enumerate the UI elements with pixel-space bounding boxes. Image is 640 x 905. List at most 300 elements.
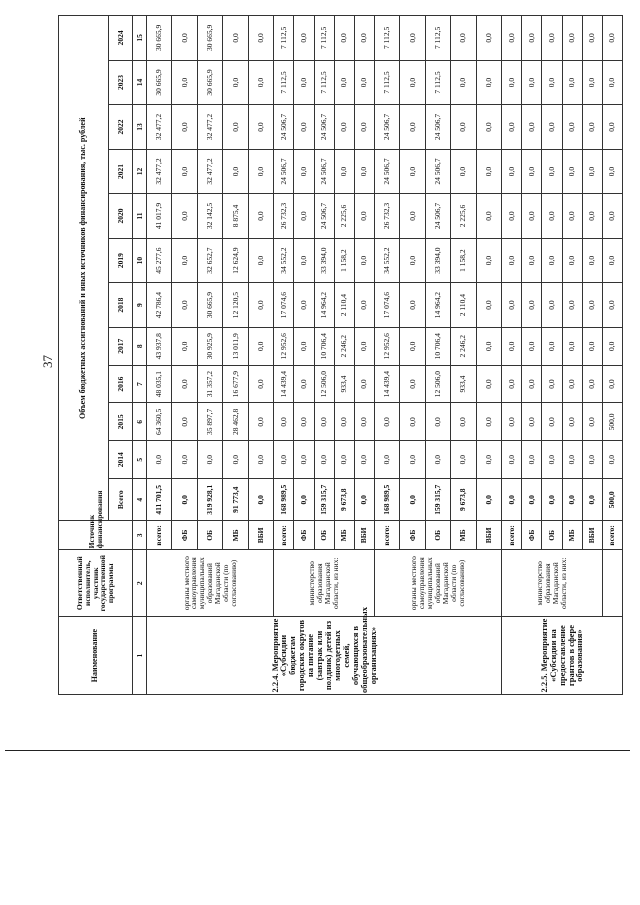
value-cell: 30 665,9 bbox=[147, 60, 172, 105]
value-cell: 0,0 bbox=[274, 441, 294, 479]
value-cell: 0,0 bbox=[476, 441, 502, 479]
column-number: 6 bbox=[133, 403, 147, 441]
value-cell: 10 706,4 bbox=[425, 327, 450, 365]
header-source: Источник финансирования bbox=[59, 521, 133, 550]
value-cell: 0,0 bbox=[522, 283, 542, 328]
value-cell: 0,0 bbox=[172, 16, 197, 61]
value-cell: 0,0 bbox=[502, 16, 522, 61]
value-cell: 0,0 bbox=[502, 105, 522, 150]
value-cell: 0,0 bbox=[172, 365, 197, 403]
value-cell: 64 360,5 bbox=[147, 403, 172, 441]
value-cell: 0,0 bbox=[294, 283, 314, 328]
value-cell: 0,0 bbox=[522, 16, 542, 61]
value-cell: 159 315,7 bbox=[314, 479, 334, 521]
value-cell: 0,0 bbox=[172, 149, 197, 194]
source-cell: всего: bbox=[147, 521, 172, 550]
value-cell: 0,0 bbox=[542, 441, 562, 479]
value-cell: 32 477,2 bbox=[197, 105, 222, 150]
column-number: 15 bbox=[133, 16, 147, 61]
value-cell: 0,0 bbox=[147, 441, 172, 479]
column-number: 13 bbox=[133, 105, 147, 150]
value-cell: 0,0 bbox=[223, 105, 248, 150]
value-cell: 35 897,7 bbox=[197, 403, 222, 441]
executor-cell bbox=[602, 550, 622, 617]
value-cell: 0,0 bbox=[522, 194, 542, 239]
value-cell: 0,0 bbox=[602, 60, 622, 105]
value-cell: 0,0 bbox=[374, 441, 399, 479]
value-cell: 33 394,0 bbox=[425, 238, 450, 283]
value-cell: 28 462,8 bbox=[223, 403, 248, 441]
value-cell: 0,0 bbox=[522, 60, 542, 105]
value-cell: 0,0 bbox=[334, 441, 354, 479]
value-cell: 0,0 bbox=[314, 441, 334, 479]
value-cell: 0,0 bbox=[354, 479, 374, 521]
source-cell: ВБИ bbox=[248, 521, 274, 550]
value-cell: 12 952,6 bbox=[374, 327, 399, 365]
source-cell: МБ bbox=[562, 521, 582, 550]
value-cell: 500,0 bbox=[602, 479, 622, 521]
value-cell: 12 952,6 bbox=[274, 327, 294, 365]
header-year: 2022 bbox=[109, 105, 133, 150]
value-cell: 0,0 bbox=[502, 441, 522, 479]
value-cell: 0,0 bbox=[223, 16, 248, 61]
value-cell: 0,0 bbox=[542, 403, 562, 441]
value-cell: 0,0 bbox=[542, 60, 562, 105]
value-cell: 0,0 bbox=[542, 283, 562, 328]
value-cell: 0,0 bbox=[522, 403, 542, 441]
bottom-rule bbox=[5, 750, 630, 751]
value-cell: 2 225,6 bbox=[451, 194, 476, 239]
value-cell: 0,0 bbox=[502, 194, 522, 239]
value-cell: 0,0 bbox=[354, 327, 374, 365]
value-cell: 0,0 bbox=[562, 441, 582, 479]
value-cell: 32 477,2 bbox=[147, 105, 172, 150]
value-cell: 0,0 bbox=[451, 441, 476, 479]
value-cell: 24 506,7 bbox=[314, 194, 334, 239]
value-cell: 0,0 bbox=[334, 105, 354, 150]
value-cell: 34 552,2 bbox=[274, 238, 294, 283]
value-cell: 0,0 bbox=[522, 441, 542, 479]
value-cell: 24 506,7 bbox=[314, 149, 334, 194]
value-cell: 45 277,6 bbox=[147, 238, 172, 283]
header-year: 2024 bbox=[109, 16, 133, 61]
value-cell: 26 732,3 bbox=[374, 194, 399, 239]
value-cell: 0,0 bbox=[451, 403, 476, 441]
source-cell: ОБ bbox=[425, 521, 450, 550]
value-cell: 0,0 bbox=[314, 403, 334, 441]
value-cell: 0,0 bbox=[476, 479, 502, 521]
value-cell: 0,0 bbox=[248, 403, 274, 441]
value-cell: 0,0 bbox=[602, 441, 622, 479]
header-name: Наименование bbox=[59, 617, 133, 695]
value-cell: 0,0 bbox=[294, 403, 314, 441]
column-number: 3 bbox=[133, 521, 147, 550]
value-cell: 0,0 bbox=[294, 60, 314, 105]
value-cell: 0,0 bbox=[582, 16, 602, 61]
value-cell: 2 246,2 bbox=[451, 327, 476, 365]
value-cell: 0,0 bbox=[294, 16, 314, 61]
value-cell: 0,0 bbox=[522, 327, 542, 365]
value-cell: 0,0 bbox=[197, 441, 222, 479]
value-cell: 0,0 bbox=[562, 283, 582, 328]
header-year: 2017 bbox=[109, 327, 133, 365]
value-cell: 24 506,7 bbox=[274, 105, 294, 150]
value-cell: 0,0 bbox=[354, 238, 374, 283]
value-cell: 0,0 bbox=[602, 16, 622, 61]
table-row bbox=[502, 16, 522, 695]
value-cell: 0,0 bbox=[294, 238, 314, 283]
value-cell: 7 112,5 bbox=[374, 60, 399, 105]
value-cell: 0,0 bbox=[522, 479, 542, 521]
value-cell: 0,0 bbox=[400, 238, 425, 283]
table-row bbox=[274, 16, 294, 695]
value-cell: 8 875,4 bbox=[223, 194, 248, 239]
value-cell: 0,0 bbox=[400, 149, 425, 194]
source-cell: МБ bbox=[223, 521, 248, 550]
value-cell: 0,0 bbox=[476, 283, 502, 328]
value-cell: 0,0 bbox=[582, 238, 602, 283]
value-cell: 0,0 bbox=[172, 479, 197, 521]
value-cell: 0,0 bbox=[602, 365, 622, 403]
column-number: 12 bbox=[133, 149, 147, 194]
value-cell: 0,0 bbox=[172, 403, 197, 441]
value-cell: 14 964,2 bbox=[425, 283, 450, 328]
value-cell: 0,0 bbox=[542, 238, 562, 283]
header-year: 2015 bbox=[109, 403, 133, 441]
value-cell: 0,0 bbox=[476, 403, 502, 441]
value-cell: 12 624,9 bbox=[223, 238, 248, 283]
value-cell: 0,0 bbox=[502, 365, 522, 403]
source-cell: МБ bbox=[334, 521, 354, 550]
value-cell: 0,0 bbox=[354, 403, 374, 441]
value-cell: 0,0 bbox=[451, 105, 476, 150]
value-cell: 0,0 bbox=[451, 149, 476, 194]
value-cell: 0,0 bbox=[223, 149, 248, 194]
value-cell: 0,0 bbox=[248, 441, 274, 479]
source-cell: МБ bbox=[451, 521, 476, 550]
value-cell: 16 677,9 bbox=[223, 365, 248, 403]
value-cell: 30 665,9 bbox=[197, 16, 222, 61]
value-cell: 0,0 bbox=[354, 194, 374, 239]
value-cell: 0,0 bbox=[476, 238, 502, 283]
source-cell: ОБ bbox=[197, 521, 222, 550]
value-cell: 0,0 bbox=[172, 194, 197, 239]
value-cell: 26 732,3 bbox=[274, 194, 294, 239]
value-cell: 0,0 bbox=[582, 327, 602, 365]
value-cell: 1 158,2 bbox=[334, 238, 354, 283]
value-cell: 7 112,5 bbox=[274, 60, 294, 105]
header-numbers-row bbox=[133, 16, 147, 695]
value-cell: 0,0 bbox=[582, 283, 602, 328]
value-cell: 12 506,0 bbox=[314, 365, 334, 403]
value-cell: 7 112,5 bbox=[425, 60, 450, 105]
value-cell: 0,0 bbox=[334, 16, 354, 61]
column-number: 5 bbox=[133, 441, 147, 479]
value-cell: 0,0 bbox=[172, 238, 197, 283]
source-cell: всего: bbox=[374, 521, 399, 550]
value-cell: 0,0 bbox=[602, 149, 622, 194]
value-cell: 0,0 bbox=[248, 16, 274, 61]
value-cell: 0,0 bbox=[400, 403, 425, 441]
value-cell: 0,0 bbox=[582, 149, 602, 194]
column-number: 14 bbox=[133, 60, 147, 105]
header-executor: Ответственный исполнитель, участник государственной программы bbox=[59, 550, 133, 617]
value-cell: 0,0 bbox=[522, 238, 542, 283]
value-cell: 0,0 bbox=[400, 16, 425, 61]
value-cell: 24 506,7 bbox=[314, 105, 334, 150]
value-cell: 0,0 bbox=[248, 105, 274, 150]
column-number: 11 bbox=[133, 194, 147, 239]
table-row bbox=[602, 16, 622, 695]
value-cell: 0,0 bbox=[582, 60, 602, 105]
value-cell: 24 506,7 bbox=[425, 149, 450, 194]
value-cell: 0,0 bbox=[354, 60, 374, 105]
value-cell: 933,4 bbox=[451, 365, 476, 403]
value-cell: 0,0 bbox=[522, 149, 542, 194]
column-number: 8 bbox=[133, 327, 147, 365]
value-cell: 0,0 bbox=[294, 479, 314, 521]
value-cell: 0,0 bbox=[502, 479, 522, 521]
value-cell: 0,0 bbox=[602, 238, 622, 283]
table-row bbox=[374, 16, 399, 695]
value-cell: 0,0 bbox=[248, 327, 274, 365]
value-cell: 32 652,7 bbox=[197, 238, 222, 283]
value-cell: 0,0 bbox=[582, 479, 602, 521]
value-cell: 0,0 bbox=[542, 16, 562, 61]
value-cell: 0,0 bbox=[562, 60, 582, 105]
value-cell: 0,0 bbox=[400, 365, 425, 403]
value-cell: 7 112,5 bbox=[374, 16, 399, 61]
header-year: 2014 bbox=[109, 441, 133, 479]
value-cell: 33 394,0 bbox=[314, 238, 334, 283]
value-cell: 0,0 bbox=[400, 194, 425, 239]
value-cell: 0,0 bbox=[476, 105, 502, 150]
value-cell: 0,0 bbox=[582, 194, 602, 239]
value-cell: 0,0 bbox=[602, 194, 622, 239]
value-cell: 0,0 bbox=[562, 149, 582, 194]
value-cell: 0,0 bbox=[334, 149, 354, 194]
value-cell: 14 439,4 bbox=[374, 365, 399, 403]
value-cell: 0,0 bbox=[582, 365, 602, 403]
value-cell: 0,0 bbox=[223, 60, 248, 105]
value-cell: 0,0 bbox=[294, 149, 314, 194]
value-cell: 0,0 bbox=[476, 327, 502, 365]
value-cell: 12 120,5 bbox=[223, 283, 248, 328]
value-cell: 2 110,4 bbox=[334, 283, 354, 328]
value-cell: 7 112,5 bbox=[314, 16, 334, 61]
header-volume: Объем бюджетных ассигнований и иных источников финансирования, тыс. рублей bbox=[59, 16, 109, 521]
value-cell: 13 011,9 bbox=[223, 327, 248, 365]
financing-table bbox=[58, 15, 623, 695]
value-cell: 0,0 bbox=[374, 403, 399, 441]
value-cell: 0,0 bbox=[602, 283, 622, 328]
value-cell: 0,0 bbox=[172, 105, 197, 150]
value-cell: 34 552,2 bbox=[374, 238, 399, 283]
value-cell: 91 773,4 bbox=[223, 479, 248, 521]
value-cell: 0,0 bbox=[354, 16, 374, 61]
value-cell: 2 110,4 bbox=[451, 283, 476, 328]
value-cell: 0,0 bbox=[562, 16, 582, 61]
value-cell: 0,0 bbox=[294, 365, 314, 403]
value-cell: 0,0 bbox=[354, 441, 374, 479]
value-cell: 24 506,7 bbox=[274, 149, 294, 194]
value-cell: 43 937,8 bbox=[147, 327, 172, 365]
value-cell: 0,0 bbox=[582, 105, 602, 150]
value-cell: 0,0 bbox=[582, 403, 602, 441]
value-cell: 32 142,5 bbox=[197, 194, 222, 239]
measure-title: 2.2.4. Мероприятие «Субсидии бюджетам городских округов на питание (завтрак или полдник) детей из многодетных семей, обучающихся в общеобразовательных организациях» bbox=[147, 617, 502, 695]
source-cell: ФБ bbox=[522, 521, 542, 550]
value-cell: 933,4 bbox=[334, 365, 354, 403]
value-cell: 0,0 bbox=[562, 105, 582, 150]
value-cell: 2 246,2 bbox=[334, 327, 354, 365]
value-cell: 0,0 bbox=[542, 327, 562, 365]
value-cell: 10 706,4 bbox=[314, 327, 334, 365]
source-cell: всего: bbox=[502, 521, 522, 550]
value-cell: 9 673,8 bbox=[451, 479, 476, 521]
value-cell: 0,0 bbox=[522, 365, 542, 403]
value-cell: 0,0 bbox=[476, 194, 502, 239]
value-cell: 0,0 bbox=[425, 441, 450, 479]
value-cell: 0,0 bbox=[562, 238, 582, 283]
column-number: 1 bbox=[133, 617, 147, 695]
value-cell: 0,0 bbox=[172, 60, 197, 105]
value-cell: 30 665,9 bbox=[147, 16, 172, 61]
value-cell: 0,0 bbox=[248, 149, 274, 194]
source-cell: ОБ bbox=[314, 521, 334, 550]
source-cell: всего: bbox=[602, 521, 622, 550]
value-cell: 0,0 bbox=[602, 327, 622, 365]
value-cell: 0,0 bbox=[476, 365, 502, 403]
table-row bbox=[147, 16, 172, 695]
value-cell: 0,0 bbox=[542, 149, 562, 194]
value-cell: 0,0 bbox=[334, 60, 354, 105]
value-cell: 2 225,6 bbox=[334, 194, 354, 239]
value-cell: 0,0 bbox=[602, 105, 622, 150]
value-cell: 32 477,2 bbox=[147, 149, 172, 194]
value-cell: 24 506,7 bbox=[374, 149, 399, 194]
header-year: 2018 bbox=[109, 283, 133, 328]
page-number: 37 bbox=[40, 355, 55, 368]
column-number: 9 bbox=[133, 283, 147, 328]
value-cell: 0,0 bbox=[248, 194, 274, 239]
executor-cell: органы местного самоуправления муниципальных образований Магаданской области (по согласованию) bbox=[147, 550, 274, 617]
value-cell: 0,0 bbox=[248, 283, 274, 328]
rotated-table-wrapper bbox=[58, 15, 623, 695]
value-cell: 0,0 bbox=[274, 403, 294, 441]
value-cell: 0,0 bbox=[522, 105, 542, 150]
value-cell: 0,0 bbox=[248, 238, 274, 283]
value-cell: 0,0 bbox=[502, 283, 522, 328]
value-cell: 24 506,7 bbox=[425, 194, 450, 239]
column-number: 10 bbox=[133, 238, 147, 283]
value-cell: 0,0 bbox=[502, 403, 522, 441]
value-cell: 30 665,9 bbox=[197, 60, 222, 105]
value-cell: 7 112,5 bbox=[274, 16, 294, 61]
value-cell: 7 112,5 bbox=[425, 16, 450, 61]
value-cell: 0,0 bbox=[542, 479, 562, 521]
executor-cell: министерство образования Магаданской области, из них: bbox=[274, 550, 375, 617]
value-cell: 0,0 bbox=[172, 283, 197, 328]
value-cell: 7 112,5 bbox=[314, 60, 334, 105]
header-year: 2016 bbox=[109, 365, 133, 403]
source-cell: ОБ bbox=[542, 521, 562, 550]
value-cell: 0,0 bbox=[542, 105, 562, 150]
value-cell: 0,0 bbox=[542, 194, 562, 239]
header-year: 2023 bbox=[109, 60, 133, 105]
value-cell: 0,0 bbox=[248, 365, 274, 403]
value-cell: 24 506,7 bbox=[425, 105, 450, 150]
value-cell: 0,0 bbox=[502, 149, 522, 194]
value-cell: 0,0 bbox=[400, 105, 425, 150]
value-cell: 0,0 bbox=[294, 441, 314, 479]
value-cell: 0,0 bbox=[451, 60, 476, 105]
value-cell: 0,0 bbox=[248, 479, 274, 521]
value-cell: 319 928,1 bbox=[197, 479, 222, 521]
value-cell: 0,0 bbox=[400, 327, 425, 365]
value-cell: 1 158,2 bbox=[451, 238, 476, 283]
value-cell: 48 035,1 bbox=[147, 365, 172, 403]
header-year: 2019 bbox=[109, 238, 133, 283]
value-cell: 24 506,7 bbox=[374, 105, 399, 150]
value-cell: 0,0 bbox=[562, 365, 582, 403]
value-cell: 0,0 bbox=[476, 60, 502, 105]
value-cell: 0,0 bbox=[542, 365, 562, 403]
source-cell: всего: bbox=[274, 521, 294, 550]
value-cell: 32 477,2 bbox=[197, 149, 222, 194]
value-cell: 30 925,9 bbox=[197, 327, 222, 365]
value-cell: 0,0 bbox=[451, 16, 476, 61]
source-cell: ФБ bbox=[172, 521, 197, 550]
value-cell: 9 673,8 bbox=[334, 479, 354, 521]
value-cell: 31 357,2 bbox=[197, 365, 222, 403]
value-cell: 0,0 bbox=[294, 105, 314, 150]
value-cell: 0,0 bbox=[354, 105, 374, 150]
value-cell: 17 074,6 bbox=[274, 283, 294, 328]
value-cell: 42 786,4 bbox=[147, 283, 172, 328]
value-cell: 0,0 bbox=[502, 327, 522, 365]
source-cell: ВБИ bbox=[354, 521, 374, 550]
value-cell: 0,0 bbox=[334, 403, 354, 441]
value-cell: 0,0 bbox=[562, 194, 582, 239]
value-cell: 0,0 bbox=[562, 403, 582, 441]
value-cell: 0,0 bbox=[562, 479, 582, 521]
value-cell: 0,0 bbox=[400, 283, 425, 328]
column-number: 4 bbox=[133, 479, 147, 521]
measure-title: 2.2.5. Мероприятие «Субсидии на предоставление грантов в сфере образования» bbox=[502, 617, 623, 695]
value-cell: 0,0 bbox=[172, 327, 197, 365]
source-cell: ВБИ bbox=[476, 521, 502, 550]
value-cell: 500,0 bbox=[602, 403, 622, 441]
value-cell: 17 074,6 bbox=[374, 283, 399, 328]
value-cell: 159 315,7 bbox=[425, 479, 450, 521]
value-cell: 0,0 bbox=[476, 149, 502, 194]
value-cell: 0,0 bbox=[354, 149, 374, 194]
value-cell: 0,0 bbox=[502, 238, 522, 283]
value-cell: 0,0 bbox=[294, 327, 314, 365]
value-cell: 0,0 bbox=[223, 441, 248, 479]
value-cell: 0,0 bbox=[400, 479, 425, 521]
value-cell: 41 017,9 bbox=[147, 194, 172, 239]
value-cell: 0,0 bbox=[294, 194, 314, 239]
value-cell: 0,0 bbox=[400, 60, 425, 105]
value-cell: 0,0 bbox=[425, 403, 450, 441]
source-cell: ФБ bbox=[294, 521, 314, 550]
value-cell: 0,0 bbox=[502, 60, 522, 105]
value-cell: 12 506,0 bbox=[425, 365, 450, 403]
column-number: 2 bbox=[133, 550, 147, 617]
value-cell: 0,0 bbox=[400, 441, 425, 479]
